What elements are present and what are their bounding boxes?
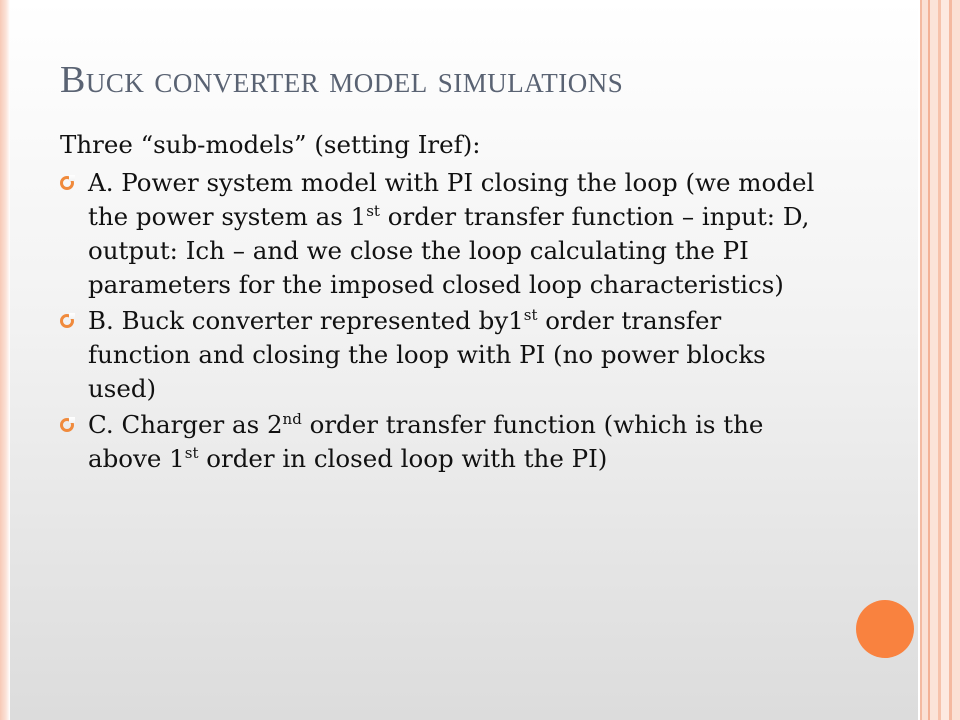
- bullet-text-segment: C. Charger as 2: [88, 410, 283, 439]
- bullet-item-b: [60, 304, 820, 406]
- bullet-text-segment: order transfer function – input: D, output: Ich – and we close the loop calculating the PI parameters for the imposed closed loop characteristics): [88, 202, 810, 299]
- ordinal-superscript: st: [184, 443, 199, 462]
- bullet-text-segment: order in closed loop with the PI): [198, 444, 608, 473]
- bullet-text-segment: order transfer function and closing the loop with PI (no power blocks used): [88, 306, 766, 403]
- bullet-item-c: [60, 408, 820, 476]
- slide-title: Buck converter model simulations: [60, 59, 624, 101]
- ordinal-superscript: nd: [282, 409, 302, 428]
- ordinal-superscript: st: [366, 201, 380, 220]
- bullet-list: [60, 166, 820, 476]
- intro-text: Three “sub-models” (setting Iref):: [60, 130, 481, 159]
- bullet-text: [88, 306, 766, 403]
- ring-bullet-icon: [60, 418, 74, 432]
- right-stripes-decoration: [918, 0, 960, 720]
- left-border-decoration: [0, 0, 10, 720]
- bullet-text: [88, 410, 763, 473]
- orange-circle-decoration: [856, 600, 914, 658]
- bullet-text: [88, 168, 814, 299]
- bullet-text-segment: B. Buck converter represented by1: [88, 306, 524, 335]
- ordinal-superscript: st: [523, 305, 538, 324]
- bullet-text-segment: A. Power system model with PI closing the loop (we model the power system as 1: [88, 168, 815, 231]
- bullet-text-segment: order transfer function (which is the above 1: [88, 410, 764, 473]
- ring-bullet-icon: [60, 176, 74, 190]
- ring-bullet-icon: [60, 314, 74, 328]
- bullet-item-a: [60, 166, 820, 302]
- slide-content: [60, 128, 820, 478]
